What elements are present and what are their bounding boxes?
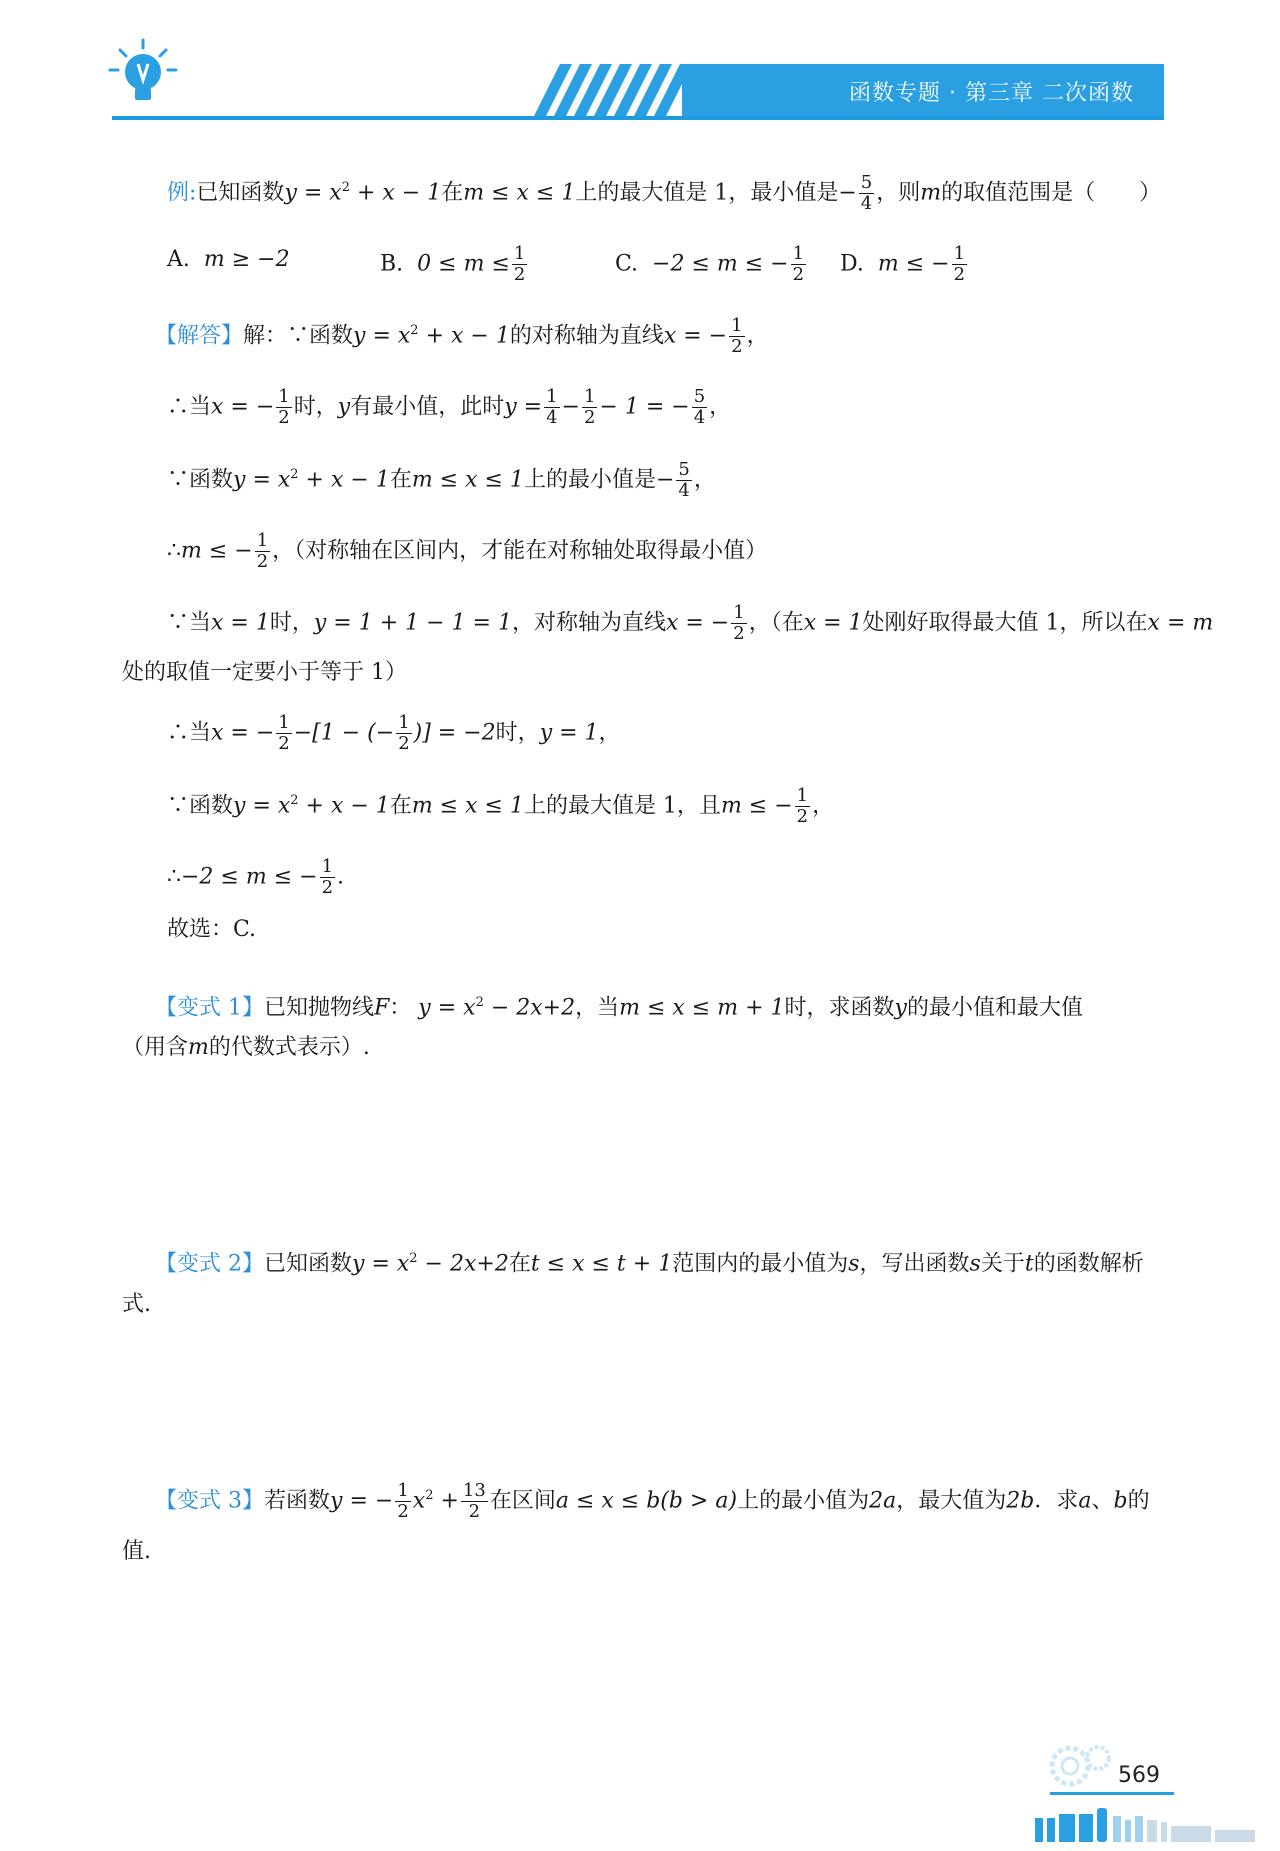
variant-1-line-2: （用含m的代数式表示）. <box>122 1035 370 1060</box>
solution-line-3: ∵函数$y = x^2 + x - 1$在m ≤ x ≤ 1上的最小值是− $\frac{5}{4}$ ， <box>167 458 716 501</box>
variant-2-line-2: 式. <box>122 1292 151 1317</box>
solution-answer: 故选：C. <box>167 917 257 942</box>
solution-line-2: ∴当x = − $\frac{1}{2}$ 时，y有最小值，此时y = $\frac{1}{4}$ − $\frac{1}{2}$ − 1 = − $\frac{5}{4}$ ， <box>167 386 732 428</box>
page-number: 569 <box>1118 1763 1160 1788</box>
variant-2-line-1: 【变式 2】已知函数$y = x^2 - 2x+2$在t ≤ x ≤ t + 1范围内的最小值为s，写出函数s关于t的函数解析 <box>155 1251 1144 1277</box>
footer-underline <box>1050 1792 1174 1795</box>
header-title: 函数专题 · 第三章 二次函数 <box>849 81 1134 106</box>
option-c: C. −2 ≤ m ≤ − $\frac{1}{2}$ <box>615 243 805 285</box>
solution-line-5: ∵当x = 1时，y = 1 + 1 − 1 = 1，对称轴为直线x = − $\frac{1}{2}$ ，（在x = 1处刚好取得最大值 1，所以在x = m <box>167 602 1214 644</box>
option-d: D. m ≤ − $\frac{1}{2}$ <box>840 243 966 285</box>
gear-icon <box>1048 1740 1116 1790</box>
solution-line-1: 【解答】解：∵函数$y = x^2 + x - 1$的对称轴为直线x = − $\frac{1}{2}$ ， <box>155 314 769 357</box>
option-a: A. m ≥ −2 <box>167 247 290 272</box>
header-underline <box>112 116 1164 120</box>
solution-line-8: ∵函数$y = x^2 + x - 1$在m ≤ x ≤ 1上的最大值是 1，且m ≤ − $\frac{1}{2}$ ， <box>167 784 835 827</box>
solution-line-4: ∴m ≤ − $\frac{1}{2}$ ，（对称轴在区间内，才能在对称轴处取得最小值） <box>167 530 768 572</box>
example-question: 例:已知函数$y = x^2 + x - 1$在m ≤ x ≤ 1上的最大值是 1，最小值是− $\frac{5}{4}$ ，则m的取值范围是（ ） <box>167 171 1162 214</box>
header-stripes <box>512 64 692 120</box>
header-panel <box>682 64 1164 120</box>
solution-line-6: 处的取值一定要小于等于 1） <box>122 660 407 685</box>
solution-line-9: ∴−2 ≤ m ≤ − $\frac{1}{2}$ . <box>167 856 345 898</box>
option-b: B. 0 ≤ m ≤ $\frac{1}{2}$ <box>380 243 526 285</box>
variant-3-line-2: 值. <box>122 1539 151 1564</box>
solution-line-7: ∴当x = − $\frac{1}{2}$ −[1 − (− $\frac{1}{2}$ )] = −2时，y = 1， <box>167 712 621 754</box>
variant-3-line-1: 【变式 3】若函数y = − $\frac{1}{2}$ $x^2$ + $\frac{13}{2}$ 在区间a ≤ x ≤ b(b > a)上的最小值为2a，最大值为2b．求a、b的 <box>155 1479 1150 1522</box>
footer-bars <box>1035 1808 1265 1848</box>
header-bar <box>112 64 1164 120</box>
variant-1-line-1: 【变式 1】已知抛物线F： $y = x^2 - 2x+2$，当m ≤ x ≤ m + 1时，求函数y的最小值和最大值 <box>155 995 1083 1021</box>
